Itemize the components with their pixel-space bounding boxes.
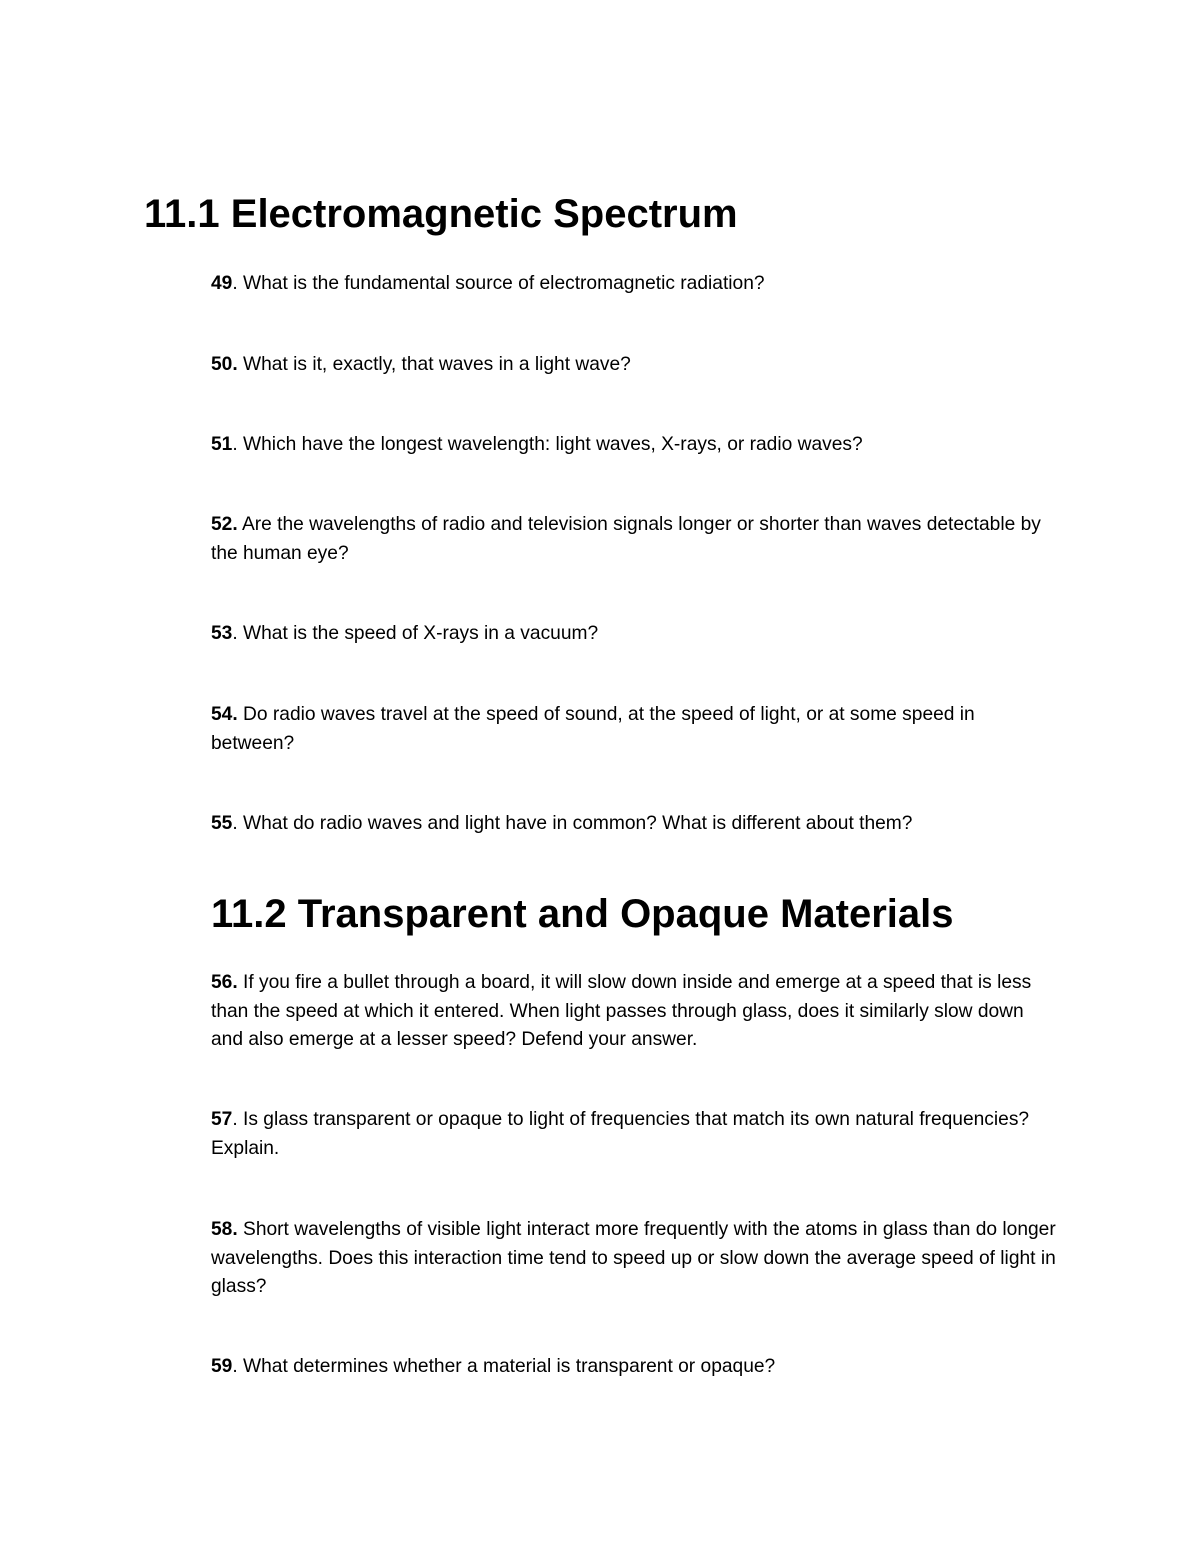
question-text: What is it, exactly, that waves in a light wave?	[237, 354, 631, 375]
question-separator: .	[232, 813, 238, 834]
question-text: Short wavelengths of visible light interact more frequently with the atoms in glass than do longer wavelengths. Does this interaction time tend to speed up or slow down the average speed of light in glass?	[211, 1219, 1056, 1297]
question-58	[211, 1216, 1056, 1302]
question-text: What determines whether a material is transparent or opaque?	[237, 1356, 776, 1377]
question-50	[211, 351, 1056, 380]
question-number: 57	[211, 1109, 233, 1130]
question-number: 56.	[211, 972, 238, 993]
question-53	[211, 620, 1056, 649]
question-54	[211, 701, 1056, 758]
question-separator: .	[232, 1109, 238, 1130]
question-text: Is glass transparent or opaque to light of frequencies that match its own natural frequencies? Explain.	[211, 1109, 1030, 1159]
question-59	[211, 1353, 1056, 1382]
question-51	[211, 431, 1056, 460]
question-number: 51	[211, 434, 233, 455]
question-text: If you fire a bullet through a board, it will slow down inside and emerge at a speed that is less than the speed at which it entered. When light passes through glass, does it similarly slow down and also emerge at a lesser speed? Defend your answer.	[211, 972, 1032, 1050]
question-56	[211, 969, 1056, 1055]
question-number: 52.	[211, 514, 238, 535]
question-number: 50.	[211, 354, 238, 375]
question-number: 49	[211, 273, 233, 294]
section-heading-electromagnetic-spectrum: 11.1 Electromagnetic Spectrum	[144, 192, 738, 236]
question-separator: .	[232, 623, 238, 644]
question-49	[211, 270, 1056, 299]
question-57	[211, 1106, 1056, 1163]
question-55	[211, 810, 1056, 839]
section-heading-transparent-opaque-materials: 11.2 Transparent and Opaque Materials	[211, 892, 954, 936]
question-text: What is the speed of X-rays in a vacuum?	[237, 623, 599, 644]
question-separator: .	[232, 434, 238, 455]
question-text: Which have the longest wavelength: light waves, X-rays, or radio waves?	[237, 434, 863, 455]
question-number: 54.	[211, 704, 238, 725]
question-text: Do radio waves travel at the speed of sound, at the speed of light, or at some speed in between?	[211, 704, 975, 754]
question-text: What is the fundamental source of electromagnetic radiation?	[237, 273, 765, 294]
question-number: 53	[211, 623, 233, 644]
question-number: 59	[211, 1356, 233, 1377]
question-separator: .	[232, 1356, 238, 1377]
question-number: 55	[211, 813, 233, 834]
question-number: 58.	[211, 1219, 238, 1240]
question-text: What do radio waves and light have in common? What is different about them?	[237, 813, 913, 834]
question-separator: .	[232, 273, 238, 294]
question-text: Are the wavelengths of radio and television signals longer or shorter than waves detectable by the human eye?	[211, 514, 1041, 564]
question-52	[211, 511, 1056, 568]
